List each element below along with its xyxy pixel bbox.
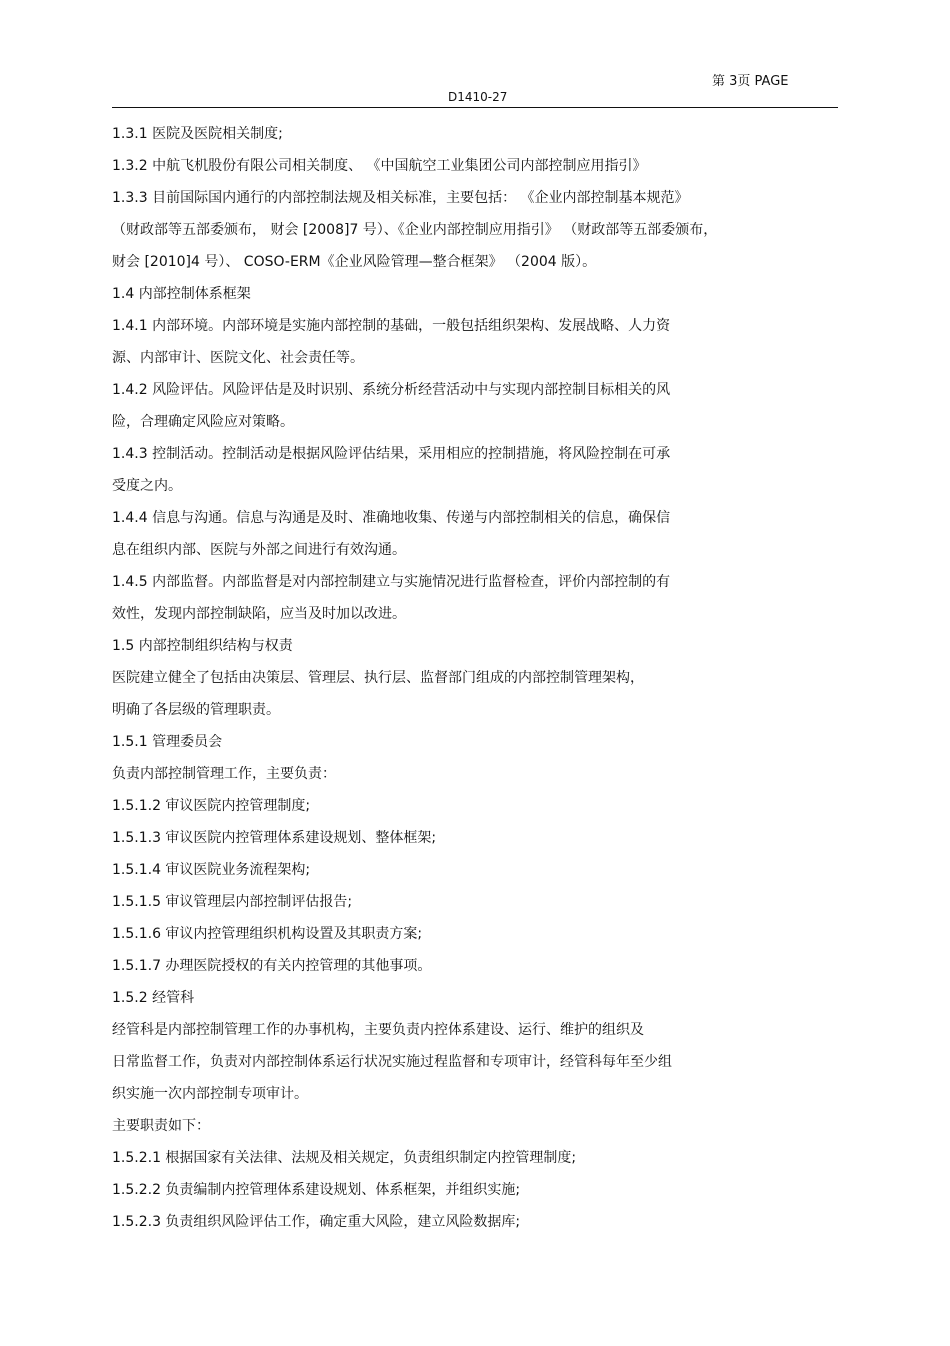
- page-number-label: 第 3页 PAGE: [712, 74, 789, 89]
- text-line: 息在组织内部、医院与外部之间进行有效沟通。: [112, 542, 406, 558]
- text-line: 1.4.1 内部环境。内部环境是实施内部控制的基础，一般包括组织架构、发展战略、人力资: [112, 318, 671, 334]
- text-line: 主要职责如下：: [112, 1118, 210, 1134]
- text-line: 险，合理确定风险应对策略。: [112, 414, 294, 430]
- text-line: 1.4.2 风险评估。风险评估是及时识别、系统分析经营活动中与实现内部控制目标相关的风: [112, 382, 671, 398]
- list-item: 1.5.2.3 负责组织风险评估工作，确定重大风险，建立风险数据库;: [112, 1214, 521, 1230]
- text-line: 1.4.5 内部监督。内部监督是对内部控制建立与实施情况进行监督检查，评价内部控制的有: [112, 574, 671, 590]
- text-line: 财会 [2010]4 号）、 COSO-ERM《企业风险管理—整合框架》 （2004 版）。: [112, 254, 597, 270]
- list-item: 1.5.1.5 审议管理层内部控制评估报告;: [112, 894, 353, 910]
- text-line: 医院建立健全了包括由决策层、管理层、执行层、监督部门组成的内部控制管理架构，: [112, 670, 644, 686]
- list-item: 1.5.1.7 办理医院授权的有关内控管理的其他事项。: [112, 958, 432, 974]
- text-line: （财政部等五部委颁布， 财会 [2008]7 号）、《企业内部控制应用指引》 （财政部等五部委颁布，: [112, 222, 718, 238]
- text-line: 经管科是内部控制管理工作的办事机构，主要负责内控体系建设、运行、维护的组织及: [112, 1022, 644, 1038]
- list-item: 1.5.1.3 审议医院内控管理体系建设规划、整体框架;: [112, 830, 437, 846]
- list-item: 1.5.1.4 审议医院业务流程架构;: [112, 862, 311, 878]
- text-line: 织实施一次内部控制专项审计。: [112, 1086, 308, 1102]
- text-line: 1.4.3 控制活动。控制活动是根据风险评估结果，采用相应的控制措施，将风险控制在可承: [112, 446, 671, 462]
- header-divider: [112, 107, 838, 108]
- section-heading: 1.5.2 经管科: [112, 990, 195, 1006]
- document-code: D1410-27: [448, 90, 508, 104]
- list-item: 1.5.2.1 根据国家有关法律、法规及相关规定，负责组织制定内控管理制度;: [112, 1150, 577, 1166]
- section-heading: 1.4 内部控制体系框架: [112, 286, 251, 302]
- text-line: 1.3.2 中航飞机股份有限公司相关制度、 《中国航空工业集团公司内部控制应用指引》: [112, 158, 647, 174]
- text-line: 明确了各层级的管理职责。: [112, 702, 280, 718]
- list-item: 1.5.1.2 审议医院内控管理制度;: [112, 798, 311, 814]
- section-heading: 1.5 内部控制组织结构与权责: [112, 638, 293, 654]
- text-line: 源、内部审计、医院文化、社会责任等。: [112, 350, 364, 366]
- text-line: 效性，发现内部控制缺陷，应当及时加以改进。: [112, 606, 406, 622]
- text-line: 负责内部控制管理工作，主要负责：: [112, 766, 336, 782]
- text-line: 受度之内。: [112, 478, 182, 494]
- text-line: 1.4.4 信息与沟通。信息与沟通是及时、准确地收集、传递与内部控制相关的信息，确保信: [112, 510, 671, 526]
- list-item: 1.5.1.6 审议内控管理组织机构设置及其职责方案;: [112, 926, 423, 942]
- text-line: 日常监督工作，负责对内部控制体系运行状况实施过程监督和专项审计，经管科每年至少组: [112, 1054, 672, 1070]
- list-item: 1.5.2.2 负责编制内控管理体系建设规划、体系框架，并组织实施;: [112, 1182, 521, 1198]
- section-heading: 1.5.1 管理委员会: [112, 734, 223, 750]
- text-line: 1.3.3 目前国际国内通行的内部控制法规及相关标准，主要包括： 《企业内部控制基本规范》: [112, 190, 689, 206]
- text-line: 1.3.1 医院及医院相关制度;: [112, 126, 283, 142]
